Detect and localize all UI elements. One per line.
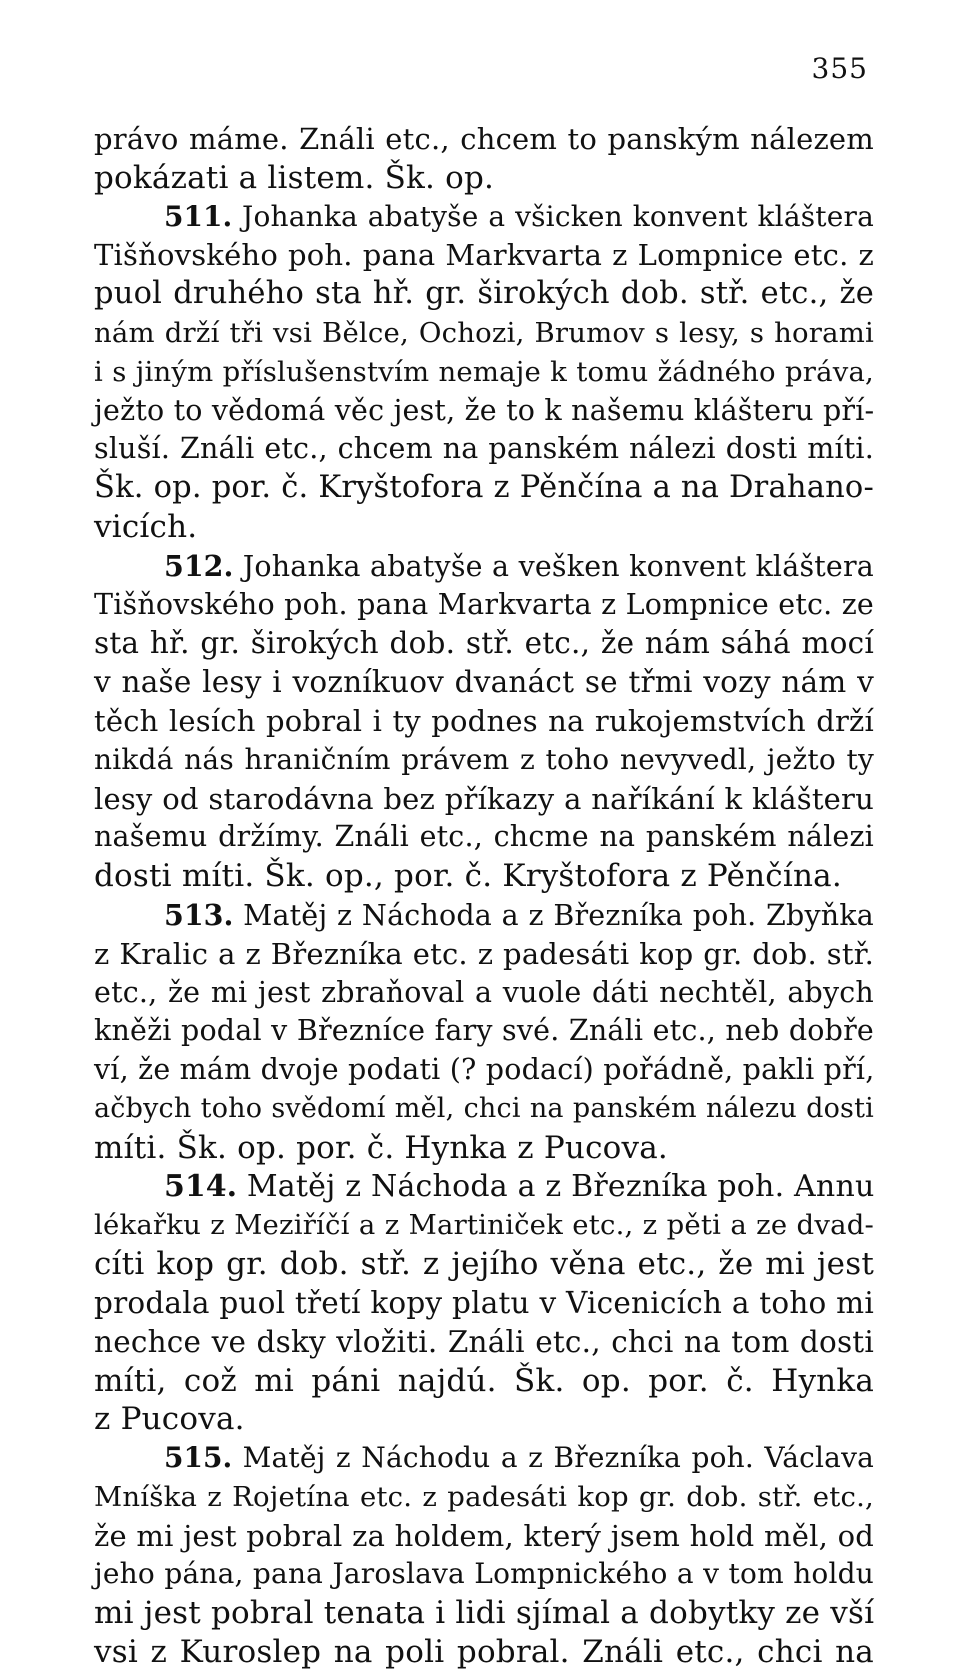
page-number: 355 [811,52,868,85]
line-text: ježto to vědomá věc jest, že to k našemu klášteru pří- [94,393,875,427]
text-line [94,508,874,547]
text-line [94,1362,874,1401]
line-text: nám drží tři vsi Bělce, Ochozi, Brumov s lesy, s horami [94,316,874,349]
line-text: z Pucova. [94,1401,245,1438]
entry-number: 513. [164,897,234,932]
text-line [94,624,874,663]
text-line [94,159,874,198]
line-text: Tišňovského poh. pana Markvarta z Lompnice etc. ze [94,587,874,621]
line-text: nikdá nás hraničním právem z toho nevyvedl, ježto ty [94,742,874,776]
text-line [94,780,874,819]
line-text: Šk. op. por. č. Kryštofora z Pěnčína a na Drahano- [94,470,874,506]
text-line [94,935,874,974]
text-line [94,1245,874,1284]
line-text: nechce ve dsky vložiti. Ználi etc., chci na tom dosti [94,1324,874,1359]
line-text: našemu držímy. Ználi etc., chcme na panském nálezi [94,820,874,854]
line-text: cíti kop gr. dob. stř. z jejího věna etc., že mi jest [94,1246,874,1283]
text-line [94,741,874,780]
line-text: sluší. Ználi etc., chcem na panském nálezi dosti míti. [94,432,874,466]
line-text: Matěj z Náchodu a z Březníka poh. Václava [242,1441,874,1475]
line-text: vsi z Kuroslep na poli pobral. Ználi etc., chci na [94,1634,874,1671]
entry-first-line [94,198,874,237]
entry-first-line [94,1439,874,1478]
entry-first-line [94,547,874,586]
body-text [94,120,874,1672]
text-line [94,1323,874,1362]
text-line [94,1517,874,1556]
line-text: ví, že mám dvoje podati (? podací) pořádně, pakli pří, [94,1053,875,1087]
entry-number: 515. [164,1441,233,1475]
text-line [94,236,874,275]
line-text: i s jiným příslušenstvím nemaje k tomu žádného práva, [94,355,874,388]
text-line [94,1555,874,1594]
entry-number: 514. [164,1168,238,1204]
text-line [94,1129,874,1168]
text-line [94,1012,874,1051]
line-text: etc., že mi jest zbraňoval a vuole dáti nechtěl, abych [94,975,874,1009]
line-text: jeho pána, pana Jaroslava Lompnického a v tom holdu [94,1557,874,1591]
text-line [94,353,874,392]
entry-number: 511. [164,199,233,233]
line-text: lesy od starodávna bez příkazy a naříkání k klášteru [94,781,874,816]
line-text: Johanka abatyše a všicken konvent kláštera [242,199,874,233]
text-line [94,430,874,469]
line-text: z Kralic a z Březníka etc. z padesáti kop gr. dob. stř. [94,936,874,971]
line-text: dosti míti. Šk. op., por. č. Kryštofora z Pěnčína. [94,858,842,895]
line-text: míti, což mi páni najdú. Šk. op. por. č. Hynka [94,1362,874,1399]
line-text: Matěj z Náchoda a z Březníka poh. Annu [246,1168,875,1204]
line-text: prodala puol třetí kopy platu v Vicenicích a toho mi [94,1285,874,1320]
line-text: těch lesích pobral i ty podnes na rukojemstvích drží [94,703,874,738]
text-line [94,1206,874,1245]
text-line [94,469,874,508]
line-text: Tišňovského poh. pana Markvarta z Lompnice etc. z [94,238,874,273]
text-line [94,1400,874,1439]
text-line [94,586,874,625]
text-line [94,1284,874,1323]
line-text: Johanka abatyše a vešken konvent kláštera [242,549,875,583]
line-text: v naše lesy i vozníkuov dvanáct se třmi vozy nám v [94,665,874,700]
text-line [94,120,874,159]
text-line [94,1594,874,1633]
line-text: sta hř. gr. širokých dob. stř. etc., že nám sáhá mocí [94,626,874,661]
entry-first-line [94,896,874,935]
line-text: puol druhého sta hř. gr. širokých dob. stř. etc., že [94,276,874,312]
text-line [94,702,874,741]
text-line [94,857,874,896]
text-line [94,1478,874,1517]
line-text: mi jest pobral tenata i lidi sjímal a dobytky ze vší [94,1595,875,1632]
line-text: kněži podal v Březníce fary své. Ználi etc., neb dobře [94,1014,874,1048]
text-line [94,392,874,431]
line-text: že mi jest pobral za holdem, který jsem hold měl, od [94,1518,874,1553]
line-text: právo máme. Ználi etc., chcem to panským nálezem [94,122,874,156]
text-line [94,275,874,314]
line-text: pokázati a listem. Šk. op. [94,159,495,196]
text-line [94,818,874,857]
text-line [94,974,874,1013]
line-text: Matěj z Náchoda a z Březníka poh. Zbyňka [243,898,874,932]
line-text: míti. Šk. op. por. č. Hynka z Pucova. [94,1129,668,1166]
entry-number: 512. [164,548,234,583]
text-line [94,663,874,702]
entry-first-line [94,1168,874,1207]
text-line [94,314,874,353]
line-text: vicích. [94,508,198,545]
line-text: ačbych toho svědomí měl, chci na panském nálezu dosti [94,1092,874,1124]
text-line [94,1090,874,1129]
text-line [94,1633,874,1672]
text-line [94,1051,874,1090]
line-text: lékařku z Meziříčí a z Martiniček etc., z pěti a ze dvad- [94,1209,874,1242]
line-text: Mníška z Rojetína etc. z padesáti kop gr. dob. stř. etc., [94,1480,874,1513]
